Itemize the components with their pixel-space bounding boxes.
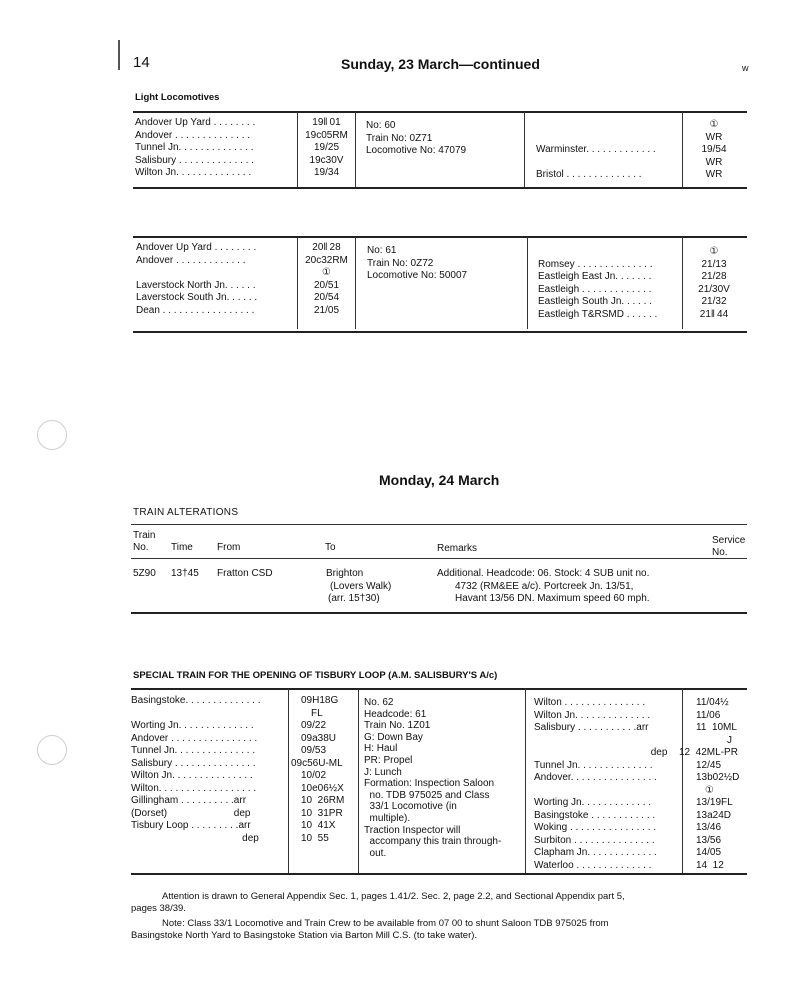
- time: WR: [705, 156, 723, 168]
- location: Tunnel Jn. . . . . . . . . . . . . . .: [131, 745, 256, 756]
- info-line: G: Down Bay: [364, 731, 423, 743]
- info-line: 33/1 Locomotive (in: [364, 801, 457, 813]
- header-to: To: [325, 542, 336, 553]
- block1-divider: [355, 112, 356, 188]
- location: [538, 246, 682, 259]
- block2-train-info: [367, 244, 522, 282]
- info-line: J: Lunch: [364, 766, 402, 778]
- time: WR: [705, 131, 723, 143]
- time: 21/28: [701, 271, 727, 282]
- time: 10 55: [301, 832, 329, 844]
- location: Andover Up Yard . . . . . . . .: [136, 242, 257, 253]
- location: Clapham Jn. . . . . . . . . . . . .: [534, 847, 657, 858]
- block2-divider: [527, 237, 528, 329]
- alteration-from: Fratton CSD: [217, 568, 273, 579]
- alteration-remarks: [437, 568, 650, 606]
- block2-right-times: [683, 246, 745, 321]
- location: Basingstoke . . . . . . . . . . . .: [534, 809, 656, 821]
- time: 21/13: [701, 258, 727, 270]
- location: Wilton Jn. . . . . . . . . . . . . . .: [131, 770, 253, 781]
- block1-divider: [524, 112, 525, 188]
- time: 14 12: [696, 859, 724, 871]
- special-train-label: SPECIAL TRAIN FOR THE OPENING OF TISBURY LOOP (A.M. SALISBURY'S A/c): [133, 670, 498, 681]
- attention-line: pages 38/39.: [131, 903, 186, 914]
- block1-right-times: [683, 119, 745, 182]
- to-line: (Lovers Walk): [330, 580, 392, 592]
- time: 11/04½: [696, 697, 729, 708]
- info-line: No: 60: [366, 120, 396, 131]
- time: 12 42ML-PR: [679, 747, 738, 758]
- time: FL: [311, 707, 323, 719]
- special-divider: [288, 689, 289, 873]
- time: 09c56U-ML: [291, 757, 343, 769]
- alterations-top-rule: [131, 524, 747, 525]
- block1-top-rule: [133, 111, 747, 113]
- time: 21‖ 44: [699, 308, 729, 320]
- info-line: accompany this train through-: [364, 836, 502, 848]
- location: Worting Jn. . . . . . . . . . . . . .: [131, 720, 254, 731]
- info-line: H: Haul: [364, 743, 398, 755]
- time: 13b02½D: [696, 772, 740, 783]
- location: dep: [131, 832, 259, 844]
- location: dep: [534, 747, 668, 758]
- time: 10 41X: [301, 820, 336, 831]
- info-line: Locomotive No: 50007: [367, 270, 468, 281]
- time: 10 31PR: [301, 807, 343, 819]
- alteration-time: 13†45: [171, 568, 199, 579]
- remark-line: Havant 13/56 DN. Maximum speed 60 mph.: [455, 593, 650, 604]
- time: 13/19FL: [696, 797, 733, 808]
- header-text: Train: [133, 530, 156, 541]
- route-marker: ①: [709, 246, 719, 257]
- note-line: Note: Class 33/1 Locomotive and Train Crew to be available from 07 00 to shunt Saloon TDB 975025 from: [162, 918, 609, 929]
- block2-left-times: [298, 242, 355, 317]
- header-remarks: Remarks: [437, 543, 478, 554]
- alterations-header-rule: [131, 558, 747, 559]
- time: J: [727, 734, 732, 746]
- location: Woking . . . . . . . . . . . . . . . .: [534, 822, 657, 833]
- time: 10e06½X: [301, 782, 344, 794]
- info-line: multiple).: [364, 812, 411, 824]
- route-marker: ①: [322, 267, 331, 278]
- location: [534, 785, 680, 798]
- location: Eastleigh T&RSMD . . . . . .: [538, 308, 658, 320]
- time: 13/46: [696, 822, 722, 833]
- time: 13/56: [696, 834, 722, 846]
- time: ①: [709, 119, 719, 130]
- location: (Dorset) dep: [131, 807, 251, 819]
- class-note: [131, 918, 751, 942]
- page-number: 14: [133, 54, 150, 71]
- time: 19/25: [313, 142, 340, 153]
- time: 13a24D: [696, 809, 732, 821]
- location: Salisbury . . . . . . . . . . . . . . .: [131, 757, 256, 769]
- time: 11 10ML: [696, 722, 737, 733]
- location: [536, 119, 680, 132]
- margin-mark: [118, 40, 120, 70]
- time: 09/53: [301, 745, 327, 756]
- info-line: Traction Inspector will: [364, 824, 461, 836]
- alterations-bottom-rule: [131, 612, 747, 614]
- time: 14/05: [696, 847, 722, 858]
- location: [136, 267, 296, 280]
- attention-line: Attention is drawn to General Appendix Sec. 1, pages 1.41/2. Sec. 2, page 2.2, and Sectional Appendix part 5,: [162, 891, 625, 902]
- location: Waterloo . . . . . . . . . . . . . .: [534, 859, 652, 871]
- header-time: Time: [171, 542, 193, 553]
- time: 10/02: [301, 770, 327, 781]
- header-from: From: [217, 542, 241, 553]
- info-line: No. 62: [364, 697, 394, 708]
- header-train-no: [133, 530, 155, 554]
- info-line: no. TDB 975025 and Class: [364, 789, 490, 801]
- location: Salisbury . . . . . . . . . . .arr: [534, 722, 649, 733]
- location: Wilton. . . . . . . . . . . . . . . . . .: [131, 782, 257, 794]
- info-line: Headcode: 61: [364, 708, 427, 720]
- special-right-locations: [534, 697, 680, 872]
- location: Eastleigh East Jn. . . . . . .: [538, 271, 652, 282]
- block1-left-locations: [135, 117, 295, 180]
- location: [536, 132, 680, 145]
- location: Wilton Jn. . . . . . . . . . . . . .: [135, 167, 252, 178]
- block2-divider: [355, 237, 356, 329]
- info-line: No: 61: [367, 245, 397, 256]
- location: Wilton Jn. . . . . . . . . . . . . .: [534, 709, 651, 721]
- location: Eastleigh . . . . . . . . . . . . .: [538, 283, 652, 295]
- location: Andover . . . . . . . . . . . . .: [136, 254, 246, 266]
- location: Andover Up Yard . . . . . . . .: [135, 117, 256, 128]
- header-text: No.: [133, 542, 149, 553]
- info-line: Train No. 1Z01: [364, 720, 431, 732]
- block1-bottom-rule: [133, 187, 747, 189]
- location: [534, 735, 680, 748]
- info-line: Formation: Inspection Saloon: [364, 778, 495, 790]
- location: Andover . . . . . . . . . . . . . .: [135, 129, 251, 141]
- time: 19‖ 01: [312, 117, 341, 128]
- alteration-to: [326, 568, 391, 606]
- info-line: Train No: 0Z72: [367, 257, 434, 269]
- time: 09H18G: [301, 695, 339, 706]
- time: 21/32: [701, 296, 727, 307]
- time: 20/54: [313, 292, 340, 303]
- time: 12/45: [696, 759, 722, 771]
- light-locomotives-label: Light Locomotives: [135, 92, 220, 103]
- time: 19c30V: [309, 154, 344, 166]
- location: Wilton . . . . . . . . . . . . . . .: [534, 697, 646, 708]
- special-right-times: [679, 697, 747, 872]
- header-text: No.: [712, 547, 728, 558]
- header-service-no: [712, 535, 745, 559]
- time: 19/54: [701, 144, 727, 155]
- time: 09a38U: [301, 732, 337, 744]
- time: 19/34: [313, 167, 340, 178]
- info-line: PR: Propel: [364, 754, 413, 766]
- time: WR: [705, 169, 723, 180]
- time: 09/22: [301, 720, 327, 731]
- route-marker: ①: [705, 784, 714, 796]
- info-line: Locomotive No: 47079: [366, 145, 467, 156]
- remark-line: Additional. Headcode: 06. Stock: 4 SUB unit no.: [437, 568, 650, 579]
- time: 20c32RM: [305, 254, 348, 266]
- location: Andover . . . . . . . . . . . . . . . .: [131, 732, 258, 744]
- sunday-title: Sunday, 23 March—continued: [341, 56, 540, 72]
- time: 19c05RM: [305, 129, 348, 141]
- note-line: Basingstoke North Yard to Basingstoke Station via Barton Mill C.S. (to take water).: [131, 930, 478, 941]
- location: [536, 157, 680, 170]
- location: Bristol . . . . . . . . . . . . . .: [536, 169, 642, 180]
- remark-line: 4732 (RM&EE a/c). Portcreek Jn. 13/51,: [455, 580, 634, 592]
- time: 20/51: [313, 279, 340, 291]
- special-divider: [525, 689, 526, 873]
- location: [131, 708, 287, 721]
- location: Warminster. . . . . . . . . . . . .: [536, 144, 656, 155]
- time: 10 26RM: [301, 795, 345, 806]
- location: Tunnel Jn. . . . . . . . . . . . . .: [135, 142, 254, 153]
- attention-note: [131, 891, 751, 915]
- time: 20‖ 28: [312, 242, 341, 253]
- location: Romsey . . . . . . . . . . . . . .: [538, 258, 653, 270]
- block2-right-locations: [538, 246, 682, 321]
- special-bottom-rule: [131, 873, 747, 875]
- block1-train-info: [366, 119, 521, 157]
- block2-bottom-rule: [133, 331, 747, 333]
- location: Worting Jn. . . . . . . . . . . . .: [534, 797, 652, 808]
- location: Laverstock North Jn. . . . . .: [136, 279, 256, 291]
- info-line: out.: [364, 847, 387, 859]
- corner-mark: w: [742, 63, 749, 73]
- time: 21/30V: [698, 283, 730, 295]
- time: 11/06: [696, 709, 721, 721]
- block2-left-locations: [136, 242, 296, 317]
- block1-left-times: [298, 117, 355, 180]
- special-top-rule: [131, 688, 747, 690]
- punch-hole: [37, 735, 67, 765]
- block1-right-locations: [536, 119, 680, 182]
- special-train-info: [364, 697, 524, 859]
- special-left-times: [291, 695, 358, 845]
- location: Andover. . . . . . . . . . . . . . . .: [534, 772, 657, 783]
- location: Surbiton . . . . . . . . . . . . . . .: [534, 834, 655, 846]
- location: Dean . . . . . . . . . . . . . . . . .: [136, 304, 255, 316]
- location: Basingstoke. . . . . . . . . . . . . .: [131, 695, 261, 706]
- to-line: (arr. 15†30): [328, 593, 380, 604]
- location: Tunnel Jn. . . . . . . . . . . . . .: [534, 759, 653, 771]
- info-line: Train No: 0Z71: [366, 132, 433, 144]
- to-line: Brighton: [326, 568, 364, 579]
- location: Laverstock South Jn. . . . . .: [136, 292, 258, 303]
- time: 21/05: [313, 304, 340, 316]
- location: Salisbury . . . . . . . . . . . . . .: [135, 154, 254, 166]
- location: Tisbury Loop . . . . . . . . .arr: [131, 820, 251, 831]
- special-divider: [358, 689, 359, 873]
- header-text: Service: [712, 535, 746, 546]
- special-left-locations: [131, 695, 287, 845]
- alteration-train-no: 5Z90: [133, 568, 156, 579]
- location: Gillingham . . . . . . . . . .arr: [131, 795, 247, 806]
- block2-top-rule: [133, 236, 747, 238]
- punch-hole: [37, 420, 67, 450]
- train-alterations-label: TRAIN ALTERATIONS: [133, 507, 239, 518]
- location: Eastleigh South Jn. . . . . .: [538, 296, 652, 307]
- monday-title: Monday, 24 March: [379, 472, 500, 488]
